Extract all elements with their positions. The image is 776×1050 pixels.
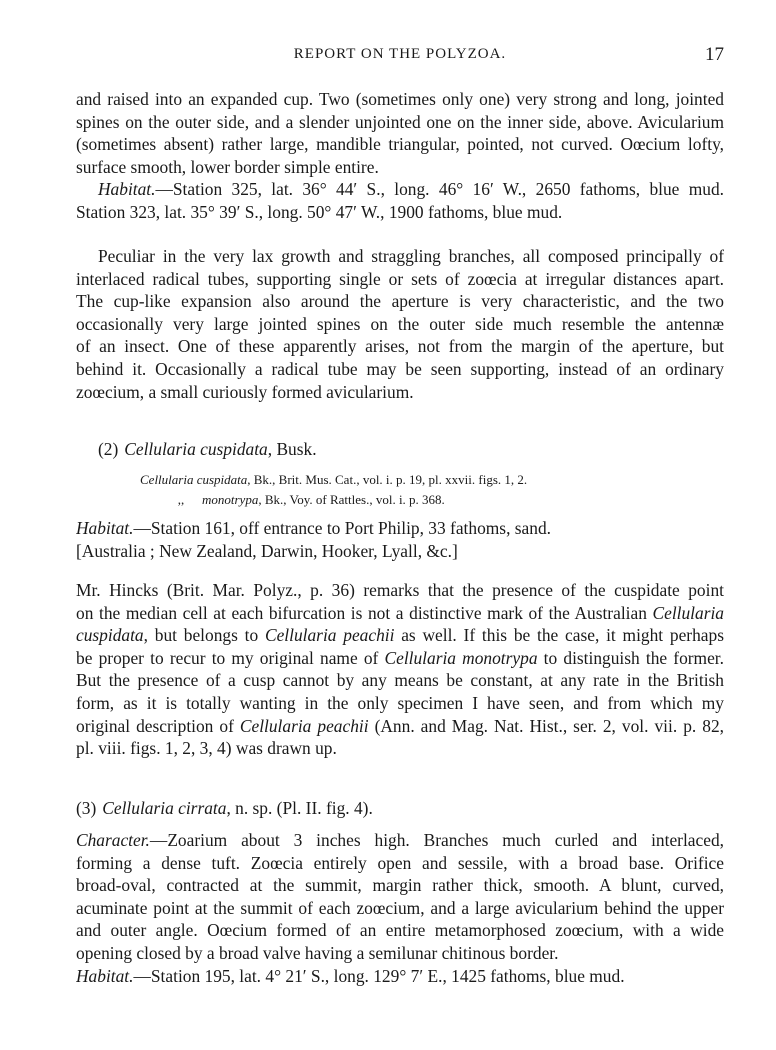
ditto-mark: ,,: [177, 492, 185, 507]
synonym-name: monotrypa: [202, 492, 259, 507]
species-heading: [76, 797, 724, 819]
habitat-text: —Station 195, lat. 4° 21′ S., long. 129° 7′ E., 1425 fathoms, blue mud.: [133, 965, 625, 986]
paragraph-line: broad-oval, contracted at the summit, margin rather thick, smooth. A blunt, curved,: [76, 875, 724, 896]
paragraph-line: and outer angle. Oœcium formed of an entire metamorphosed zoœcium, with a wide: [76, 920, 724, 941]
synonymy-line: [140, 490, 700, 510]
remarks-paragraph: [76, 245, 724, 403]
paragraph-line: surface smooth, lower border simple entire.: [76, 156, 379, 177]
habitat-label: Habitat.: [76, 518, 134, 538]
taxon-name: Cellularia peachii: [239, 715, 369, 736]
description-continuation: [76, 88, 724, 224]
paragraph-line: and raised into an expanded cup. Two (sometimes only one) very strong and long, jointed: [76, 89, 724, 109]
character-paragraph: [76, 829, 724, 987]
paragraph-line: [76, 669, 724, 692]
species-authority: , n. sp. (Pl. II. fig. 4).: [226, 798, 373, 818]
species-number: (3): [76, 798, 97, 818]
species-heading: [76, 438, 746, 460]
text-run: —Zoarium about 3 inches high. Branches much curled and interlaced,: [149, 830, 724, 850]
text-run: (Ann. and Mag. Nat. Hist., ser. 2, vol. vii. p. 82,: [368, 715, 724, 736]
habitat-line: [76, 178, 724, 201]
habitat-label: Habitat.: [98, 179, 156, 200]
synonymy-list: [140, 470, 700, 510]
paragraph-line: [76, 692, 724, 715]
synonym-reference: , Bk., Brit. Mus. Cat., vol. i. p. 19, pl. xxvii. figs. 1, 2.: [247, 472, 528, 487]
text-run: to distinguish the former.: [537, 647, 724, 668]
taxon-name: Cellularia monotrypa: [384, 647, 538, 668]
synonym-reference: , Bk., Voy. of Rattles., vol. i. p. 368.: [258, 492, 445, 507]
paragraph-line: Peculiar in the very lax growth and straggling branches, all composed principally of: [98, 246, 724, 266]
habitat-block: [76, 517, 724, 562]
paragraph-line: [76, 715, 724, 738]
paragraph-line: [76, 829, 724, 852]
character-label: Character.: [76, 830, 150, 850]
text-run: pl. viii. figs. 1, 2, 3, 4) was drawn up.: [76, 738, 337, 759]
paragraph-line: interlaced radical tubes, supporting single or sets of zoœcia at irregular distances apart.: [76, 268, 724, 289]
paragraph-line: of an insect. One of these apparently arises, not from the margin of the aperture, but: [76, 336, 724, 357]
species-name: Cellularia cirrata: [102, 798, 227, 818]
taxon-name: Cellularia: [652, 602, 724, 623]
text-run: But the presence of a cusp cannot by any means be constant, at any rate in the British: [76, 670, 724, 691]
paragraph-line: opening closed by a broad valve having a semilunar chitinous border.: [76, 942, 559, 963]
paragraph-line: forming a dense tuft. Zoœcia entirely open and sessile, with a broad base. Orifice: [76, 852, 724, 873]
synonymy-line: [140, 470, 700, 490]
page-number: 17: [705, 44, 724, 65]
paragraph-line: [76, 647, 724, 670]
habitat-text: —Station 325, lat. 36° 44′ S., long. 46° 16′ W., 2650 fathoms, blue mud.: [155, 179, 724, 200]
species-number: (2): [98, 439, 119, 459]
paragraph-line: [76, 737, 724, 760]
paragraph-line: behind it. Occasionally a radical tube may be seen supporting, instead of an ordinary: [76, 358, 724, 379]
text-run: as well. If this be the case, it might perhaps: [394, 625, 724, 646]
text-run: , but belongs to: [143, 625, 265, 646]
paragraph-line: (sometimes absent) rather large, mandible triangular, pointed, not curved. Oœcium lofty,: [76, 134, 724, 155]
text-run: original description of: [76, 715, 240, 736]
paragraph-line: spines on the outer side, and a slender unjointed one on the inner side, above. Avicularium: [76, 111, 724, 132]
page-header: [76, 46, 724, 70]
running-title: REPORT ON THE POLYZOA.: [293, 46, 507, 62]
habitat-label: Habitat.: [76, 965, 134, 986]
text-run: be proper to recur to my original name of: [76, 647, 385, 668]
remarks-paragraph: [76, 579, 724, 760]
paragraph-line: occasionally very large jointed spines on the outer side much resemble the antennæ: [76, 313, 724, 334]
species-name: Cellularia cuspidata: [124, 439, 268, 459]
paragraph-line: [76, 624, 724, 647]
synonym-name: Cellularia cuspidata: [140, 472, 248, 487]
habitat-line: Station 323, lat. 35° 39′ S., long. 50° 47′ W., 1900 fathoms, blue mud.: [76, 201, 563, 222]
text-run: Mr. Hincks (Brit. Mar. Polyz., p. 36) remarks that the presence of the cuspidate point: [76, 580, 724, 600]
species-authority: , Busk.: [267, 439, 317, 459]
habitat-line: [76, 517, 724, 540]
distribution-line: [Australia ; New Zealand, Darwin, Hooker, Lyall, &c.]: [76, 540, 458, 561]
habitat-text: —Station 161, off entrance to Port Philip, 33 fathoms, sand.: [133, 518, 551, 538]
text-run: form, as it is totally wanting in the only specimen I have seen, and from which my: [76, 692, 724, 713]
text-run: on the median cell at each bifurcation is not a distinctive mark of the Australian: [76, 602, 653, 623]
paragraph-line: [76, 602, 724, 625]
habitat-line: [76, 965, 724, 988]
paragraph-line: The cup-like expansion also around the aperture is very characteristic, and the two: [76, 291, 724, 312]
paragraph-line: acuminate point at the summit of each zoœcium, and a large avicularium behind the upper: [76, 897, 724, 918]
paragraph-line: zoœcium, a small curiously formed avicularium.: [76, 381, 414, 402]
taxon-name: Cellularia peachii: [264, 625, 395, 646]
paragraph-line: [76, 579, 724, 602]
taxon-name: cuspidata: [76, 625, 144, 646]
